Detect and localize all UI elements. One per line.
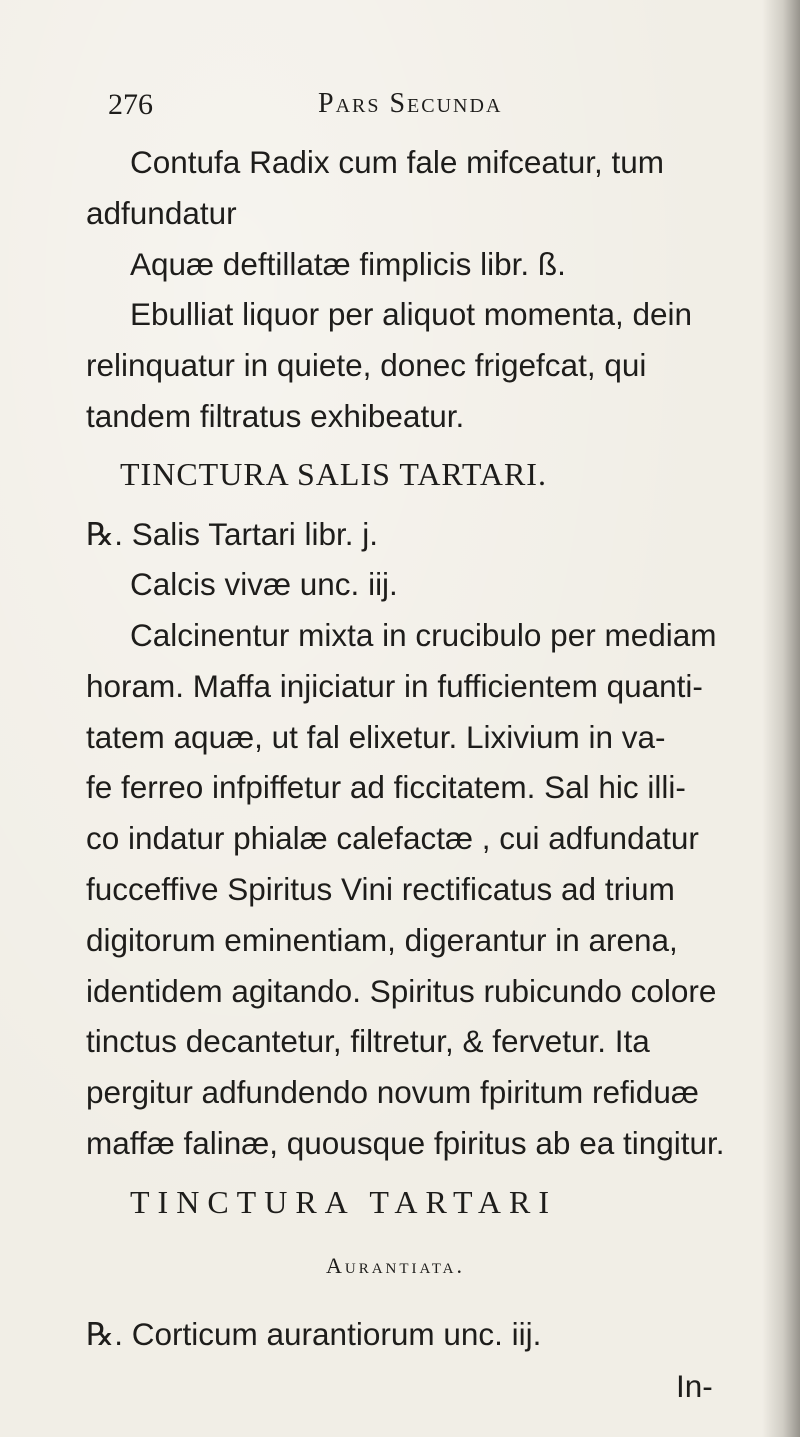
text-line: pergitur adfundendo novum fpiritum refiduæ — [86, 1074, 699, 1110]
text-line: fucceffive Spiritus Vini rectificatus ad trium — [86, 871, 675, 907]
recipe-line: Calcis vivæ unc. iij. — [130, 566, 398, 602]
text-line: Ebulliat liquor per aliquot momenta, dein — [130, 296, 693, 332]
text-line: maffæ falinæ, quousque fpiritus ab ea tingitur. — [86, 1125, 725, 1161]
text-line: Contufa Radix cum fale mifceatur, tum — [130, 144, 664, 180]
text-line: Calcinentur mixta in crucibulo per mediam — [130, 617, 717, 653]
section-heading: TINCTURA SALIS TARTARI. — [120, 456, 547, 492]
text-line: tinctus decantetur, filtretur, & fervetur. Ita — [86, 1023, 650, 1059]
text-line: Aquæ deftillatæ fimplicis libr. ß. — [130, 246, 566, 282]
page-edge-shadow — [762, 0, 800, 1437]
recipe-line: ℞. Corticum aurantiorum unc. iij. — [86, 1316, 542, 1352]
text-line: digitorum eminentiam, digerantur in arena, — [86, 922, 678, 958]
section-subheading: Aurantiata. — [326, 1253, 466, 1278]
text-line: co indatur phialæ calefactæ , cui adfundatur — [86, 820, 699, 856]
text-line: tatem aquæ, ut fal elixetur. Lixivium in va- — [86, 719, 666, 755]
text-line: identidem agitando. Spiritus rubicundo colore — [86, 973, 717, 1009]
text-line: horam. Maffa injiciatur in fufficientem quanti- — [86, 668, 703, 704]
text-line: relinquatur in quiete, donec frigefcat, qui — [86, 347, 647, 383]
recipe-line: ℞. Salis Tartari libr. j. — [86, 516, 378, 552]
page-number: 276 — [108, 88, 153, 121]
catchword: In- — [676, 1368, 713, 1404]
text-line: adfundatur — [86, 195, 237, 231]
text-line: tandem filtratus exhibeatur. — [86, 398, 465, 434]
running-title: Pars Secunda — [318, 88, 503, 119]
text-line: fe ferreo infpiffetur ad ficcitatem. Sal hic illi- — [86, 769, 686, 805]
section-heading: TINCTURA TARTARI — [130, 1184, 558, 1220]
